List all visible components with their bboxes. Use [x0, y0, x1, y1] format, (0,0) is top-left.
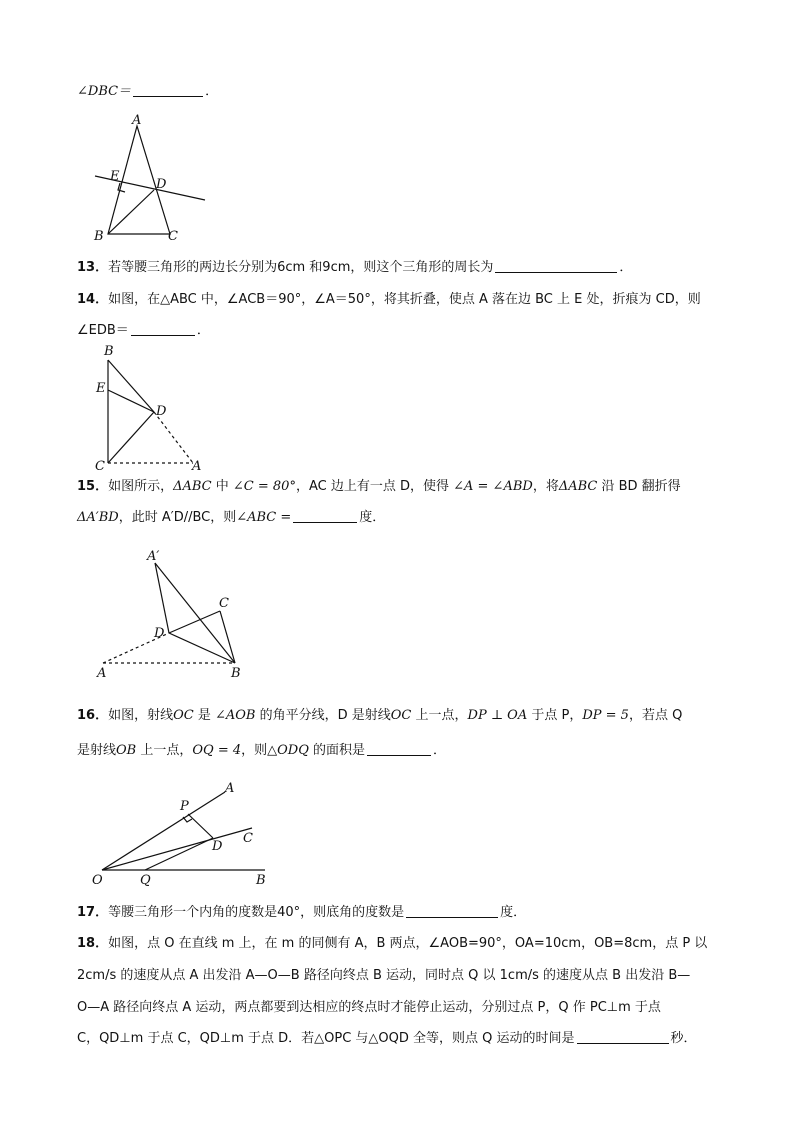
- segment-qd: [145, 838, 213, 870]
- q17-blank[interactable]: [406, 903, 498, 918]
- q18-blank[interactable]: [577, 1029, 669, 1044]
- question-18: 18．如图，点 O 在直线 m 上，在 m 的同侧有 A，B 两点，∠AOB=90°，OA=10cm，OB=8cm，点 P 以: [77, 936, 708, 951]
- segment-ed: [108, 390, 154, 412]
- fig16-label-q: Q: [140, 873, 151, 888]
- question-13: 13．若等腰三角形的两边长分别为6cm 和9cm，则这个三角形的周长为 ．: [77, 260, 633, 275]
- q12-angle: ∠DBC＝: [77, 84, 132, 99]
- fig14-label-e: E: [96, 381, 106, 396]
- segment-da-dashed: [154, 412, 193, 463]
- fig16-label-p: P: [180, 799, 189, 814]
- q14-blank[interactable]: [131, 321, 195, 336]
- fig15-label-a: A: [97, 666, 107, 681]
- segment-pd: [188, 814, 213, 838]
- segment-bd: [108, 190, 154, 234]
- q12-blank[interactable]: [133, 82, 203, 97]
- fig15-label-a-prime: A′: [147, 549, 160, 564]
- segment-cd: [108, 412, 154, 463]
- figure-14: [90, 342, 210, 474]
- question-15: 15．如图所示，ΔABC 中 ∠C = 80°，AC 边上有一点 D，使得 ∠A = ∠ABD，将ΔABC 沿 BD 翻折得: [77, 479, 681, 494]
- fig16-label-a: A: [225, 781, 235, 796]
- fig12-label-c: C: [168, 229, 178, 244]
- segment-dc: [169, 611, 220, 633]
- fig12-label-a: A: [132, 113, 142, 128]
- question-16: 16．如图，射线OC 是 ∠AOB 的角平分线，D 是射线OC 上一点，DP ⊥ OA 于点 P，DP = 5，若点 Q: [77, 708, 683, 723]
- ray-oc: [102, 828, 252, 870]
- question-16-line2: 是射线OB 上一点，OQ = 4，则△ODQ 的面积是 ．: [77, 743, 447, 758]
- fig15-label-d: D: [154, 626, 165, 641]
- figure-12: [90, 112, 220, 242]
- q15-blank[interactable]: [293, 508, 357, 523]
- segment-a1b: [155, 563, 235, 663]
- fig14-label-d: D: [156, 404, 167, 419]
- fig15-label-b: B: [231, 666, 241, 681]
- q12-answer-line: ∠DBC＝ ．: [77, 84, 219, 99]
- question-14: 14．如图，在△ABC 中，∠ACB＝90°，∠A＝50°，将其折叠，使点 A 落在边 BC 上 E 处，折痕为 CD，则: [77, 292, 701, 307]
- question-15-line2: ΔA′BD，此时 A′D//BC，则∠ABC = 度．: [77, 510, 386, 525]
- question-14-line2: ∠EDB＝ ．: [77, 323, 210, 338]
- fig16-label-b: B: [256, 873, 266, 888]
- fig15-label-c: C: [219, 596, 229, 611]
- segment-cb: [220, 611, 235, 663]
- fig16-label-c: C: [243, 831, 253, 846]
- question-18-line4: C，QD⊥m 于点 C，QD⊥m 于点 D．若△OPC 与△OQD 全等，则点 Q 运动的时间是 秒．: [77, 1031, 697, 1046]
- figure-16: [90, 780, 280, 890]
- fig14-label-a: A: [192, 459, 202, 474]
- right-angle-mark: [183, 817, 192, 822]
- question-18-line3: O—A 路径向终点 A 运动，两点都要到达相应的终点时才能停止运动，分别过点 P，Q 作 PC⊥m 于点: [77, 1000, 661, 1015]
- segment-a1d: [155, 563, 169, 633]
- figure-15: [95, 545, 255, 685]
- segment-db: [169, 633, 235, 663]
- fig12-label-d: D: [156, 177, 167, 192]
- fig12-label-b: B: [94, 229, 104, 244]
- fig14-label-c: C: [95, 459, 105, 474]
- q16-blank[interactable]: [367, 741, 431, 756]
- q13-blank[interactable]: [495, 258, 617, 273]
- question-17: 17．等腰三角形一个内角的度数是40°，则底角的度数是 度．: [77, 905, 527, 920]
- fig12-label-e: E: [110, 169, 120, 184]
- fig16-label-d: D: [212, 839, 223, 854]
- fig14-label-b: B: [104, 344, 114, 359]
- fig16-label-o: O: [92, 873, 103, 888]
- segment-bd: [108, 360, 154, 412]
- question-18-line2: 2cm/s 的速度从点 A 出发沿 A—O—B 路径向终点 B 运动，同时点 Q 以 1cm/s 的速度从点 B 出发沿 B—: [77, 968, 691, 983]
